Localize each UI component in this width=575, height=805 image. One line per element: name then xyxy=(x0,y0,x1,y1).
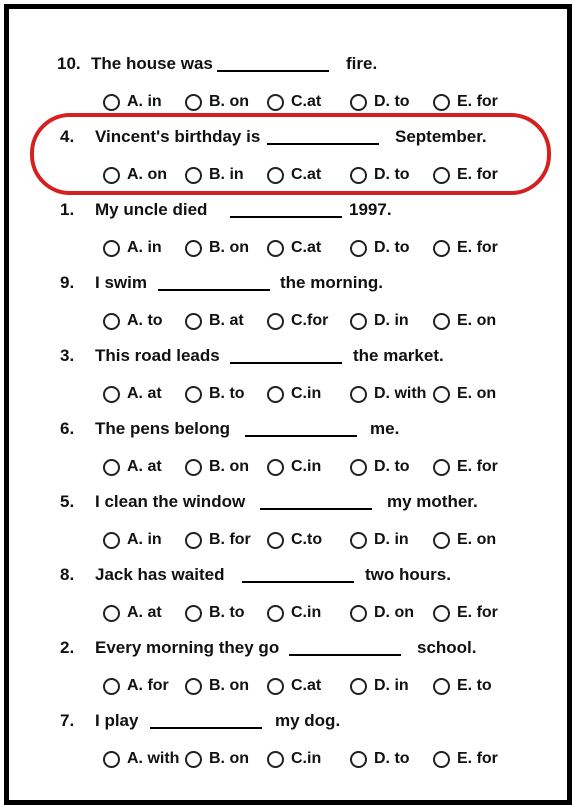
answer-option[interactable] xyxy=(185,529,251,551)
radio-circle-icon[interactable] xyxy=(267,605,284,622)
radio-circle-icon[interactable] xyxy=(185,94,202,111)
answer-option[interactable] xyxy=(433,237,498,259)
question-item xyxy=(9,200,567,270)
answer-option-label: D. with xyxy=(374,385,427,402)
answer-option[interactable] xyxy=(350,675,409,697)
answer-option-label: C.at xyxy=(291,166,322,183)
radio-circle-icon[interactable] xyxy=(433,532,450,549)
radio-circle-icon[interactable] xyxy=(267,532,284,549)
answer-blank xyxy=(230,362,342,364)
question-item xyxy=(9,273,567,343)
question-text-before: Jack has waited xyxy=(95,565,225,584)
radio-circle-icon[interactable] xyxy=(350,386,367,403)
answer-options xyxy=(9,237,567,261)
answer-option-label: C.at xyxy=(291,677,322,694)
answer-option[interactable] xyxy=(103,602,162,624)
answer-option-label: A. at xyxy=(127,604,162,621)
answer-option-label: E. on xyxy=(457,385,497,402)
question-number: 7. xyxy=(60,711,75,730)
question-item xyxy=(9,565,567,635)
answer-option[interactable] xyxy=(433,456,498,478)
answer-option[interactable] xyxy=(433,383,496,405)
radio-circle-icon[interactable] xyxy=(103,459,120,476)
question-number: 10. xyxy=(57,54,81,73)
answer-option[interactable] xyxy=(267,237,321,259)
answer-option[interactable] xyxy=(185,602,245,624)
radio-circle-icon[interactable] xyxy=(185,313,202,330)
answer-option-label: D. in xyxy=(374,531,409,548)
question-text-after: school. xyxy=(417,638,477,657)
radio-circle-icon[interactable] xyxy=(103,386,120,403)
question-text-before: The house was xyxy=(91,54,213,73)
answer-option[interactable] xyxy=(103,529,162,551)
answer-option[interactable] xyxy=(267,91,321,113)
answer-option[interactable] xyxy=(350,748,410,770)
radio-circle-icon[interactable] xyxy=(350,240,367,257)
answer-option-label: D. to xyxy=(374,93,410,110)
radio-circle-icon[interactable] xyxy=(350,751,367,768)
radio-circle-icon[interactable] xyxy=(433,678,450,695)
radio-circle-icon[interactable] xyxy=(350,678,367,695)
answer-option[interactable] xyxy=(185,383,245,405)
answer-options xyxy=(9,383,567,407)
answer-option[interactable] xyxy=(350,602,414,624)
radio-circle-icon[interactable] xyxy=(103,678,120,695)
answer-option-label: C.for xyxy=(291,312,329,329)
radio-circle-icon[interactable] xyxy=(185,605,202,622)
answer-option-label: D. to xyxy=(374,239,410,256)
answer-option[interactable] xyxy=(433,529,496,551)
answer-blank xyxy=(150,727,262,729)
answer-option-label: C.at xyxy=(291,239,322,256)
answer-option-label: A. in xyxy=(127,93,162,110)
question-number: 1. xyxy=(60,200,75,219)
radio-circle-icon[interactable] xyxy=(350,459,367,476)
radio-circle-icon[interactable] xyxy=(267,678,284,695)
answer-option-label: A. at xyxy=(127,385,162,402)
radio-circle-icon[interactable] xyxy=(267,240,284,257)
question-number: 2. xyxy=(60,638,75,657)
answer-options xyxy=(9,310,567,334)
radio-circle-icon[interactable] xyxy=(267,386,284,403)
answer-option-label: A. in xyxy=(127,531,162,548)
answer-option[interactable] xyxy=(103,383,162,405)
answer-blank xyxy=(289,654,401,656)
answer-option[interactable] xyxy=(103,675,169,697)
answer-option-label: A. to xyxy=(127,312,163,329)
radio-circle-icon[interactable] xyxy=(185,459,202,476)
answer-option[interactable] xyxy=(185,310,244,332)
radio-circle-icon[interactable] xyxy=(267,751,284,768)
answer-options xyxy=(9,529,567,553)
answer-option-label: B. on xyxy=(209,93,249,110)
question-number: 6. xyxy=(60,419,75,438)
answer-option[interactable] xyxy=(350,456,410,478)
radio-circle-icon[interactable] xyxy=(185,386,202,403)
answer-option-label: B. on xyxy=(209,458,249,475)
answer-option-label: B. to xyxy=(209,604,245,621)
answer-option-label: E. for xyxy=(457,166,498,183)
answer-option-label: E. to xyxy=(457,677,492,694)
answer-option[interactable] xyxy=(185,675,249,697)
answer-option[interactable] xyxy=(103,91,162,113)
answer-option[interactable] xyxy=(185,456,249,478)
question-text-after: fire. xyxy=(346,54,378,73)
answer-option-label: C.to xyxy=(291,531,323,548)
radio-circle-icon[interactable] xyxy=(103,751,120,768)
radio-circle-icon[interactable] xyxy=(103,532,120,549)
radio-circle-icon[interactable] xyxy=(433,751,450,768)
answer-option[interactable] xyxy=(185,91,249,113)
answer-options xyxy=(9,456,567,480)
answer-option[interactable] xyxy=(185,237,249,259)
answer-option-label: A. with xyxy=(127,750,180,767)
answer-option[interactable] xyxy=(267,529,322,551)
question-number: 3. xyxy=(60,346,75,365)
answer-option-label: C.at xyxy=(291,93,322,110)
answer-option-label: A. for xyxy=(127,677,169,694)
answer-option-label: B. on xyxy=(209,677,249,694)
answer-options xyxy=(9,602,567,626)
answer-option-label: E. on xyxy=(457,531,497,548)
question-text-before: The pens belong xyxy=(95,419,231,438)
answer-option[interactable] xyxy=(103,310,163,332)
answer-option-label: E. for xyxy=(457,604,498,621)
question-number: 8. xyxy=(60,565,75,584)
answer-option-label: E. on xyxy=(457,312,497,329)
radio-circle-icon[interactable] xyxy=(267,459,284,476)
answer-option-label: B. at xyxy=(209,312,244,329)
radio-circle-icon[interactable] xyxy=(433,94,450,111)
answer-option-label: C.in xyxy=(291,750,322,767)
question-number: 5. xyxy=(60,492,75,511)
question-number: 9. xyxy=(60,273,75,292)
answer-blank xyxy=(217,70,329,72)
answer-option[interactable] xyxy=(267,383,321,405)
answer-option[interactable] xyxy=(433,91,498,113)
answer-options xyxy=(9,91,567,115)
answer-blank xyxy=(260,508,372,510)
answer-option[interactable] xyxy=(267,602,321,624)
question-text-before: Vincent's birthday is xyxy=(95,127,261,146)
radio-circle-icon[interactable] xyxy=(103,313,120,330)
question-item xyxy=(9,346,567,416)
question-text-before: My uncle died xyxy=(95,200,208,219)
answer-option[interactable] xyxy=(103,456,162,478)
answer-blank xyxy=(230,216,342,218)
question-item xyxy=(9,419,567,489)
answer-option-label: D. in xyxy=(374,312,409,329)
answer-option-label: E. for xyxy=(457,750,498,767)
answer-option-label: C.in xyxy=(291,458,322,475)
radio-circle-icon[interactable] xyxy=(433,605,450,622)
question-text-after: 1997. xyxy=(349,200,392,219)
answer-option-label: D. to xyxy=(374,166,410,183)
answer-option[interactable] xyxy=(267,675,321,697)
question-text-before: I swim xyxy=(95,273,147,292)
answer-option[interactable] xyxy=(350,237,410,259)
radio-circle-icon[interactable] xyxy=(267,313,284,330)
radio-circle-icon[interactable] xyxy=(185,240,202,257)
answer-option-label: E. for xyxy=(457,93,498,110)
radio-circle-icon[interactable] xyxy=(185,751,202,768)
answer-option-label: D. to xyxy=(374,750,410,767)
answer-option[interactable] xyxy=(267,748,321,770)
answer-option-label: A. in xyxy=(127,239,162,256)
question-item xyxy=(9,492,567,562)
radio-circle-icon[interactable] xyxy=(185,532,202,549)
question-text-after: the market. xyxy=(353,346,444,365)
answer-option[interactable] xyxy=(433,310,496,332)
answer-option-label: E. for xyxy=(457,458,498,475)
answer-option-label: B. for xyxy=(209,531,251,548)
radio-circle-icon[interactable] xyxy=(350,532,367,549)
answer-option-label: C.in xyxy=(291,385,322,402)
question-text-after: my mother. xyxy=(387,492,478,511)
question-item xyxy=(9,638,567,708)
answer-option-label: A. at xyxy=(127,458,162,475)
worksheet xyxy=(4,4,572,805)
answer-blank xyxy=(245,435,357,437)
answer-option[interactable] xyxy=(185,748,249,770)
question-text-after: my dog. xyxy=(275,711,341,730)
radio-circle-icon[interactable] xyxy=(433,313,450,330)
answer-option-label: B. to xyxy=(209,385,245,402)
answer-option-label: B. in xyxy=(209,166,244,183)
answer-blank xyxy=(242,581,354,583)
answer-option[interactable] xyxy=(350,91,410,113)
answer-option-label: D. in xyxy=(374,677,409,694)
question-item xyxy=(9,711,567,781)
answer-options xyxy=(9,748,567,772)
answer-option[interactable] xyxy=(350,529,409,551)
radio-circle-icon[interactable] xyxy=(103,94,120,111)
answer-option[interactable] xyxy=(433,602,498,624)
answer-option-label: D. to xyxy=(374,458,410,475)
question-number: 4. xyxy=(60,127,75,146)
answer-option[interactable] xyxy=(103,748,179,770)
answer-option[interactable] xyxy=(267,310,328,332)
question-text-before: I play xyxy=(95,711,139,730)
answer-option-label: B. on xyxy=(209,750,249,767)
radio-circle-icon[interactable] xyxy=(185,678,202,695)
radio-circle-icon[interactable] xyxy=(267,94,284,111)
question-text-before: Every morning they go xyxy=(95,638,280,657)
answer-option[interactable] xyxy=(267,456,321,478)
answer-option-label: C.in xyxy=(291,604,322,621)
answer-blank xyxy=(158,289,270,291)
answer-option[interactable] xyxy=(103,237,162,259)
answer-option[interactable] xyxy=(350,383,426,405)
answer-option-label: A. on xyxy=(127,166,167,183)
answer-option-label: E. for xyxy=(457,239,498,256)
answer-options xyxy=(9,675,567,699)
question-text-after: the morning. xyxy=(280,273,383,292)
radio-circle-icon[interactable] xyxy=(350,313,367,330)
answer-option-label: B. on xyxy=(209,239,249,256)
radio-circle-icon[interactable] xyxy=(433,386,450,403)
radio-circle-icon[interactable] xyxy=(433,459,450,476)
highlight-ellipse xyxy=(30,113,551,195)
radio-circle-icon[interactable] xyxy=(103,605,120,622)
radio-circle-icon[interactable] xyxy=(350,94,367,111)
question-text-before: This road leads xyxy=(95,346,220,365)
answer-option-label: D. on xyxy=(374,604,414,621)
radio-circle-icon[interactable] xyxy=(350,605,367,622)
question-text-after: me. xyxy=(370,419,400,438)
question-text-after: September. xyxy=(395,127,487,146)
answer-option[interactable] xyxy=(433,675,492,697)
radio-circle-icon[interactable] xyxy=(433,240,450,257)
question-text-before: I clean the window xyxy=(95,492,246,511)
question-text-after: two hours. xyxy=(365,565,451,584)
radio-circle-icon[interactable] xyxy=(103,240,120,257)
answer-option[interactable] xyxy=(350,310,409,332)
answer-option[interactable] xyxy=(433,748,498,770)
